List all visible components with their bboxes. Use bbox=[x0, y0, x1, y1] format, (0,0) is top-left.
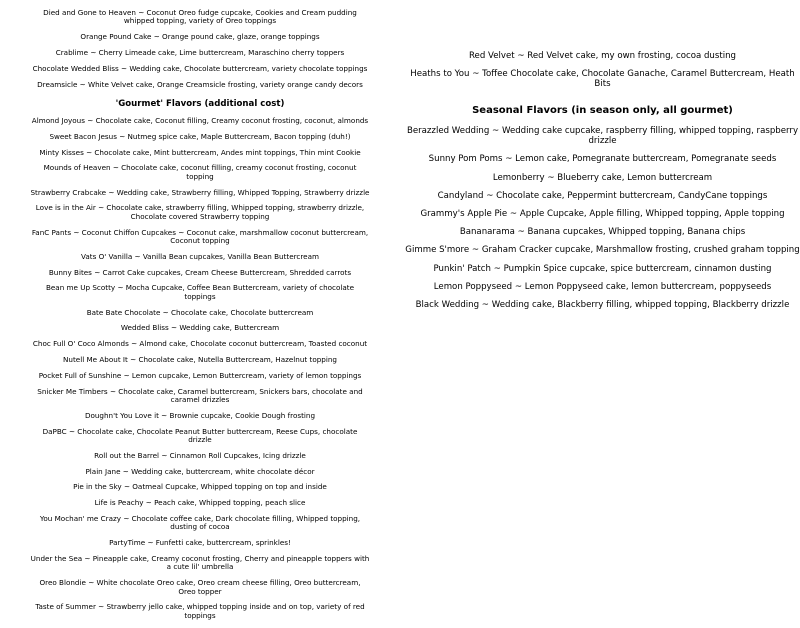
seasonal-heading: Seasonal Flavors (in season only, all gourmet) bbox=[472, 105, 733, 117]
flavor-item: FanC Pants ~ Coconut Chiffon Cupcakes ~ Coconut cake, marshmallow coconut buttercream, Coconut topping bbox=[31, 227, 369, 245]
flavor-item: Wedded Bliss ~ Wedding cake, Buttercream bbox=[120, 323, 280, 333]
flavor-item: Died and Gone to Heaven ~ Coconut Oreo fudge cupcake, Cookies and Cream pudding whipped topping, variety of Oreo toppings bbox=[43, 8, 357, 26]
flavor-item: Orange Pound Cake ~ Orange pound cake, glaze, orange toppings bbox=[80, 32, 320, 42]
flavor-item: Choc Full O' Coco Almonds ~ Almond cake, Chocolate coconut buttercream, Toasted coconut bbox=[32, 339, 368, 349]
flavor-item: Oreo Blondie ~ White chocolate Oreo cake, Oreo cream cheese filling, Oreo buttercream, Oreo topper bbox=[39, 578, 361, 596]
flavor-item: You Mochan' me Crazy ~ Chocolate coffee cake, Dark chocolate filling, Whipped topping, dusting of cocoa bbox=[39, 513, 361, 532]
flavor-item: Red Velvet ~ Red Velvet cake, my own frosting, cocoa dusting bbox=[468, 51, 737, 61]
seasonal-flavor-list bbox=[405, 126, 800, 310]
flavor-item: Pocket Full of Sunshine ~ Lemon cupcake, Lemon Buttercream, variety of lemon toppings bbox=[38, 370, 362, 380]
flavor-item: Bunny Bites ~ Carrot Cake cupcakes, Cream Cheese Buttercream, Shredded carrots bbox=[48, 267, 352, 277]
flavor-item: Nutell Me About It ~ Chocolate cake, Nutella Buttercream, Hazelnut topping bbox=[63, 354, 337, 364]
flavor-item: Almond Joyous ~ Chocolate cake, Coconut filling, Creamy coconut frosting, coconut, almonds bbox=[31, 116, 369, 125]
flavor-item: Bananarama ~ Banana cupcakes, Whipped topping, Banana chips bbox=[459, 227, 746, 238]
flavor-item: DaPBC ~ Chocolate cake, Chocolate Peanut Butter buttercream, Reese Cups, chocolate drizzle bbox=[42, 426, 358, 444]
flavor-item: Life is Peachy ~ Peach cake, Whipped topping, peach slice bbox=[94, 498, 306, 508]
flavor-item: Sweet Bacon Jesus ~ Nutmeg spice cake, Maple Buttercream, Bacon topping (duh!) bbox=[49, 131, 351, 141]
flavor-item: Roll out the Barrel ~ Cinnamon Roll Cupcakes, Icing drizzle bbox=[94, 450, 306, 460]
flavor-item: Vats O' Vanilla ~ Vanilla Bean cupcakes, Vanilla Bean Buttercream bbox=[80, 251, 319, 261]
flavor-item: Sunny Pom Poms ~ Lemon cake, Pomegranate buttercream, Pomegranate seeds bbox=[428, 154, 777, 165]
flavor-item: Bean me Up Scotty ~ Mocha Cupcake, Coffee Bean Buttercream, variety of chocolate toppings bbox=[45, 283, 355, 301]
gourmet-heading: 'Gourmet' Flavors (additional cost) bbox=[115, 99, 285, 109]
flavor-item: Taste of Summer ~ Strawberry jello cake, whipped topping inside and on top, variety of red toppings bbox=[35, 602, 365, 620]
flavor-item: Under the Sea ~ Pineapple cake, Creamy coconut frosting, Cherry and pineapple toppers with a cute lil' umbrella bbox=[30, 553, 370, 572]
flavor-item: Snicker Me Timbers ~ Chocolate cake, Caramel buttercream, Snickers bars, chocolate and caramel drizzles bbox=[37, 386, 363, 404]
flavor-item: Black Wedding ~ Wedding cake, Blackberry filling, whipped topping, Blackberry drizzle bbox=[415, 299, 790, 310]
flavor-item: Crablime ~ Cherry Limeade cake, Lime buttercream, Maraschino cherry toppers bbox=[55, 48, 345, 57]
flavor-item: Love is in the Air ~ Chocolate cake, strawberry filling, Whipped topping, strawberry drizzle, Chocolate covered Strawberry topping bbox=[35, 203, 365, 221]
flavor-item: Minty Kisses ~ Chocolate cake, Mint buttercream, Andes mint toppings, Thin mint Cookie bbox=[39, 147, 361, 157]
flavor-item: Plain Jane ~ Wedding cake, buttercream, white chocolate décor bbox=[85, 466, 315, 476]
right-column bbox=[405, 51, 800, 318]
flavor-item: Pie in the Sky ~ Oatmeal Cupcake, Whipped topping on top and inside bbox=[73, 482, 327, 492]
flavor-item: Heaths to You ~ Toffee Chocolate cake, Chocolate Ganache, Caramel Buttercream, Heath Bits bbox=[410, 69, 795, 90]
flavor-item: Doughn't You Love it ~ Brownie cupcake, Cookie Dough frosting bbox=[84, 410, 316, 420]
flavor-item: Punkin' Patch ~ Pumpkin Spice cupcake, spice buttercream, cinnamon dusting bbox=[433, 263, 772, 274]
flavor-item: Strawberry Crabcake ~ Wedding cake, Strawberry filling, Whipped Topping, Strawberry drizzle bbox=[30, 187, 370, 197]
left-column bbox=[30, 9, 370, 628]
flavor-item: Candyland ~ Chocolate cake, Peppermint buttercream, CandyCane toppings bbox=[437, 190, 768, 201]
regular-flavor-list bbox=[30, 9, 370, 89]
flavor-item: Gimme S'more ~ Graham Cracker cupcake, Marshmallow frosting, crushed graham topping bbox=[405, 245, 800, 256]
flavor-item: Bate Bate Chocolate ~ Chocolate cake, Chocolate buttercream bbox=[86, 307, 314, 317]
flavor-item: PartyTime ~ Funfetti cake, buttercream, sprinkles! bbox=[109, 538, 291, 548]
gourmet-flavor-list bbox=[30, 117, 370, 620]
flavor-item: Lemon Poppyseed ~ Lemon Poppyseed cake, lemon buttercream, poppyseeds bbox=[433, 281, 772, 292]
flavor-item: Grammy's Apple Pie ~ Apple Cupcake, Apple filling, Whipped topping, Apple topping bbox=[420, 208, 785, 219]
regular-flavor-list-continued bbox=[405, 51, 800, 89]
flavor-item: Berazzled Wedding ~ Wedding cake cupcake, raspberry filling, whipped topping, raspberry drizzle bbox=[406, 126, 799, 147]
flavor-item: Chocolate Wedded Bliss ~ Wedding cake, Chocolate buttercream, variety chocolate toppings bbox=[32, 63, 368, 73]
flavor-item: Mounds of Heaven ~ Chocolate cake, coconut filling, creamy coconut frosting, coconut topping bbox=[43, 163, 357, 181]
flavor-item: Dreamsicle ~ White Velvet cake, Orange Creamsicle frosting, variety orange candy decors bbox=[37, 79, 363, 89]
flavor-item: Lemonberry ~ Blueberry cake, Lemon buttercream bbox=[492, 172, 713, 183]
